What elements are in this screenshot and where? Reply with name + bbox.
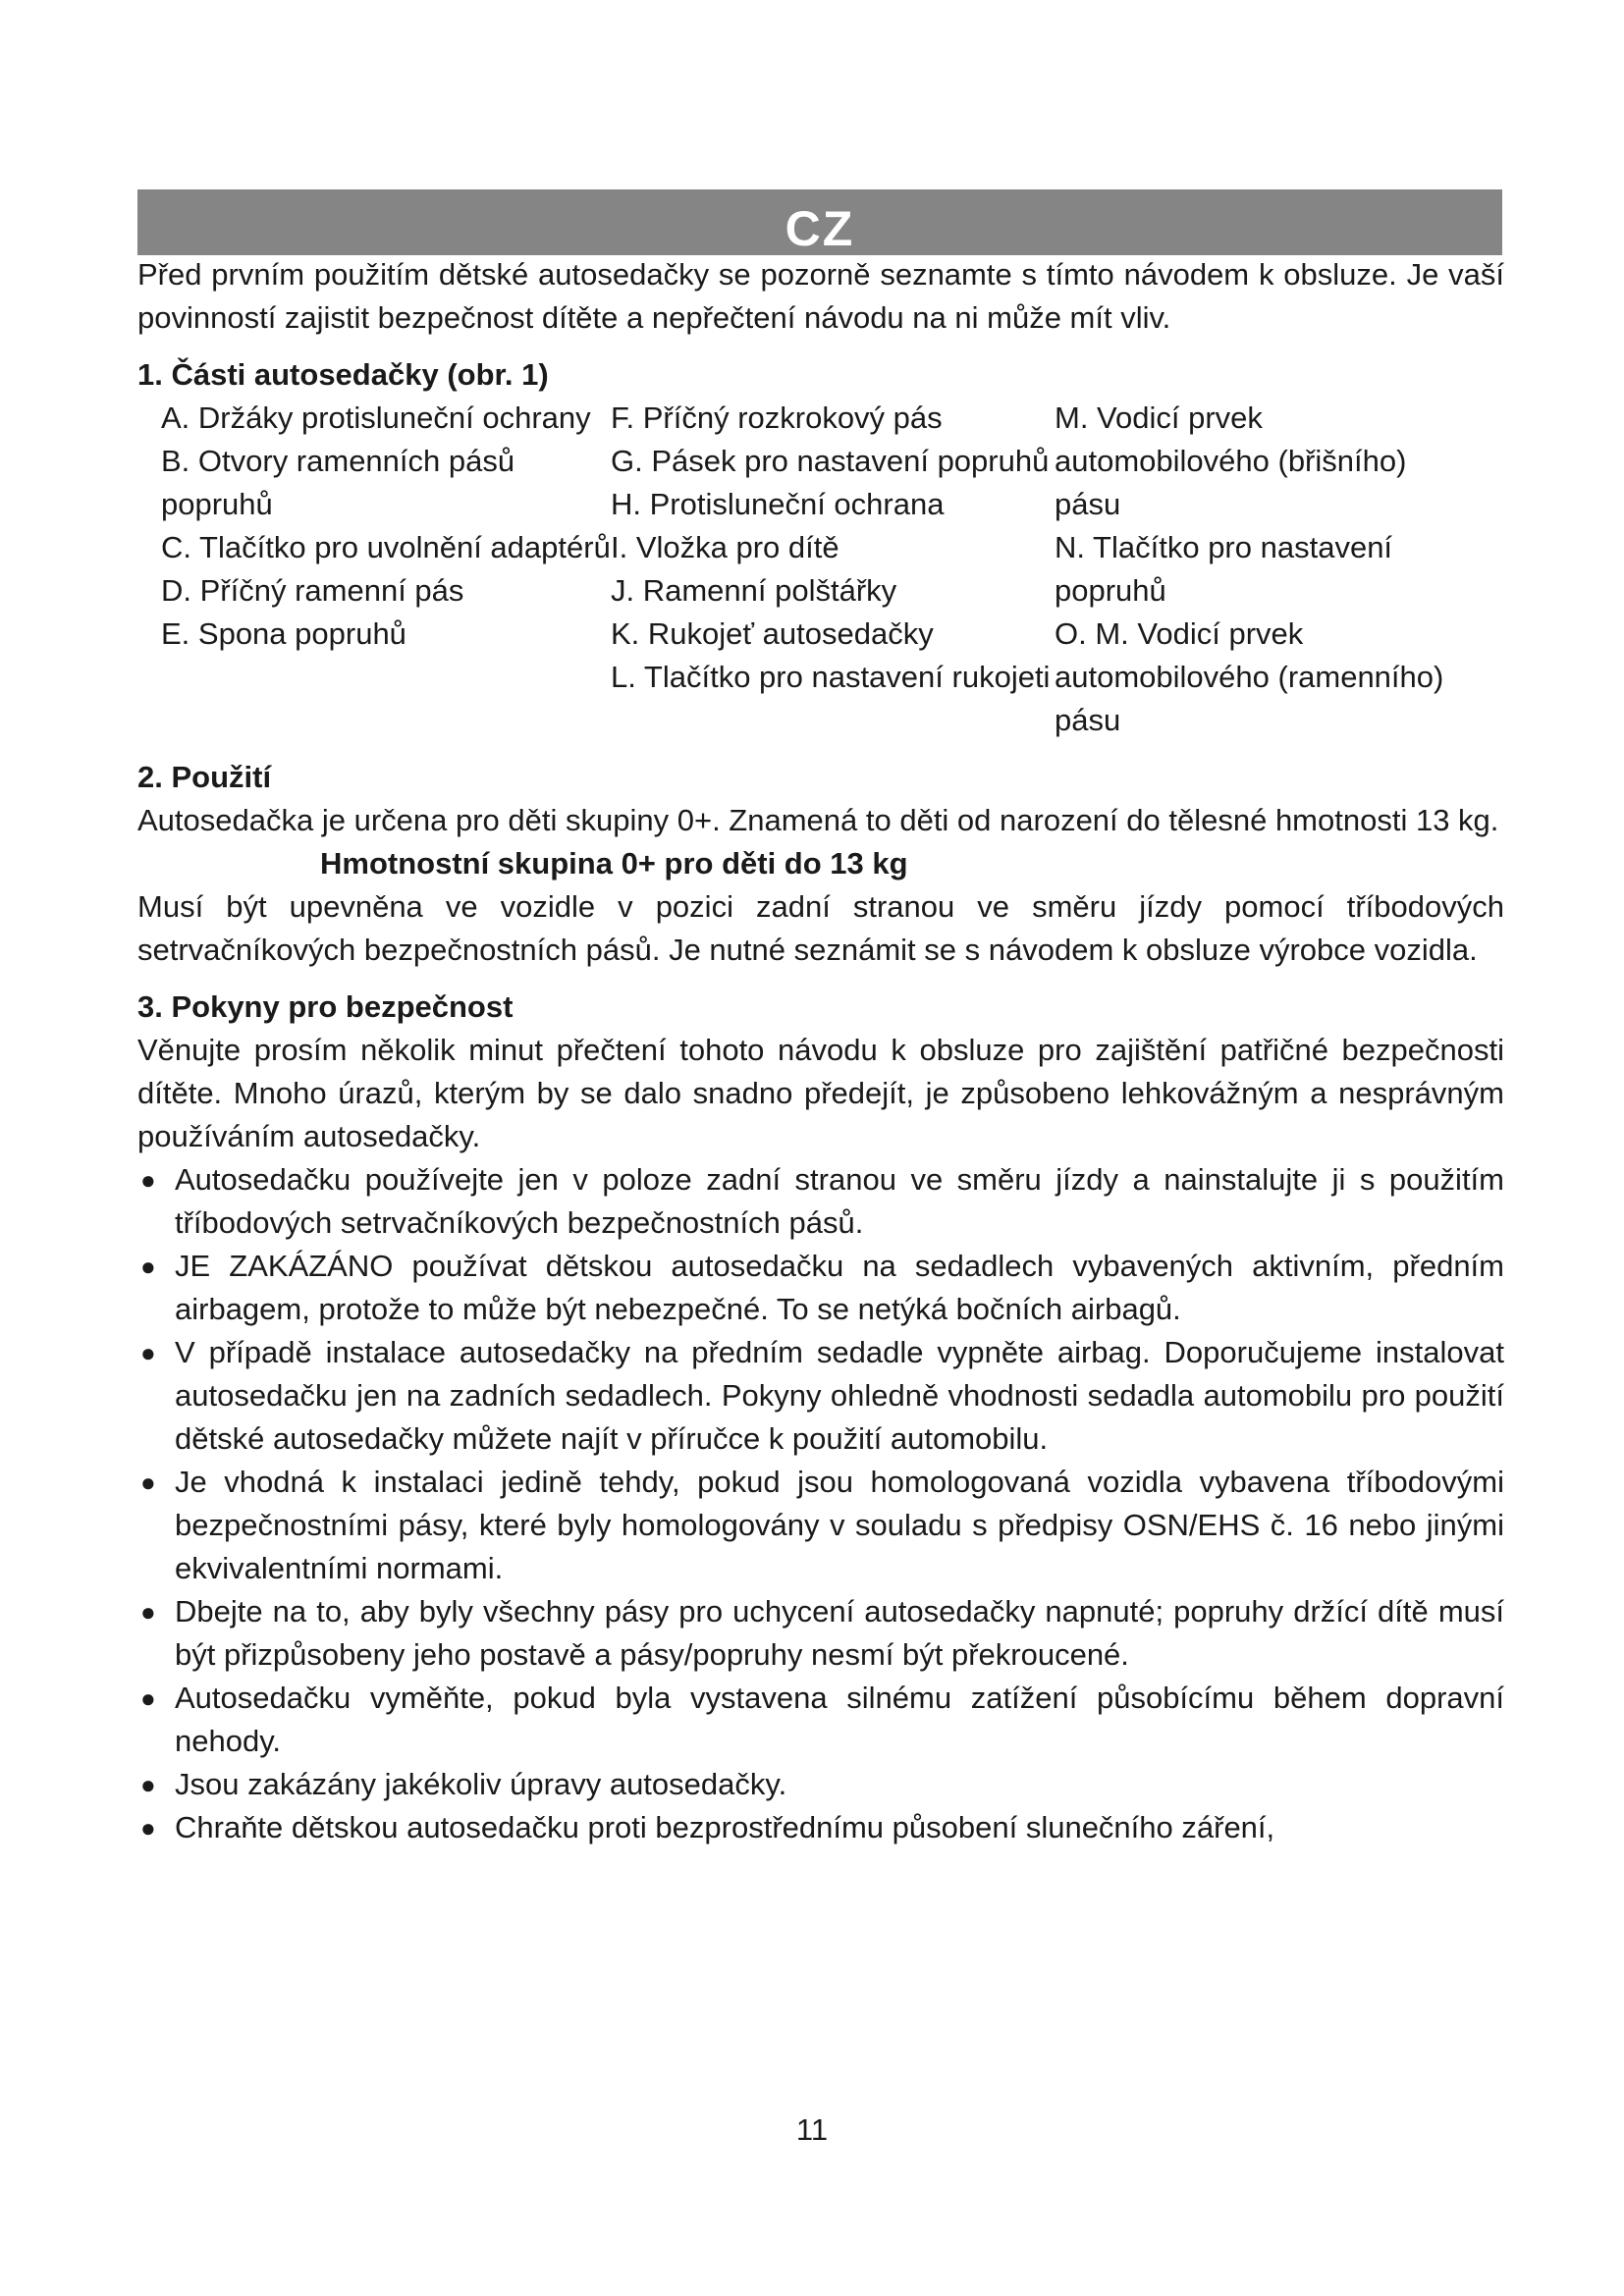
part-item: G. Pásek pro nastavení popruhů [611, 444, 1050, 478]
bullet-text: V případě instalace autosedačky na předním sedadle vypněte airbag. Doporučujeme instalovat autosedačku jen na zadních sedadlech. Pokyny ohledně vhodnosti sedadla automobilu pro použití dětské autosedačky můžete najít v příručce k použití automobilu. [175, 1335, 1504, 1456]
part-item: O. M. Vodicí prvek automobilového (ramenního) pásu [1055, 616, 1444, 737]
parts-list [161, 397, 1504, 742]
safety-bullet-item [137, 1806, 1504, 1849]
bullet-dot-icon: ● [140, 1468, 156, 1497]
page-number: 11 [795, 2112, 829, 2147]
part-item: L. Tlačítko pro nastavení rukojeti [611, 660, 1051, 694]
safety-bullet-item [137, 1677, 1504, 1763]
safety-bullet-item [137, 1245, 1504, 1331]
bullet-text: Jsou zakázány jakékoliv úpravy autosedačky. [175, 1767, 787, 1801]
part-item: M. Vodicí prvek automobilového (břišního) pásu [1055, 400, 1407, 521]
bullet-text: Chraňte dětskou autosedačku proti bezprostřednímu působení slunečního záření, [175, 1810, 1275, 1844]
section-1-title: 1. Části autosedačky (obr. 1) [137, 357, 549, 392]
bullet-dot-icon: ● [140, 1165, 156, 1195]
bullet-dot-icon: ● [140, 1770, 156, 1799]
bullet-text: Dbejte na to, aby byly všechny pásy pro uchycení autosedačky napnuté; popruhy držící dítě musí být přizpůsobeny jeho postavě a pásy/popruhy nesmí být překroucené. [175, 1594, 1504, 1672]
safety-bullet-item [137, 1590, 1504, 1677]
page-content [137, 253, 1504, 1849]
mounting-paragraph: Musí být upevněna ve vozidle v pozici zadní stranou ve směru jízdy pomocí tříbodových setrvačníkových bezpečnostních pásů. Je nutné seznámit se s návodem k obsluze výrobce vozidla. [137, 889, 1504, 967]
part-item: E. Spona popruhů [161, 616, 406, 651]
part-item: J. Ramenní polštářky [611, 573, 897, 608]
section-3-title: 3. Pokyny pro bezpečnost [137, 989, 514, 1024]
bullet-dot-icon: ● [140, 1252, 156, 1281]
bullet-text: Autosedačku vyměňte, pokud byla vystavena silnému zatížení působícímu během dopravní nehody. [175, 1681, 1504, 1758]
part-item: D. Příčný ramenní pás [161, 573, 464, 608]
bullet-text: Je vhodná k instalaci jedině tehdy, pokud jsou homologovaná vozidla vybavena tříbodovými bezpečnostními pásy, které byly homologovány v souladu s předpisy OSN/EHS č. 16 nebo jinými ekvivalentními normami. [175, 1465, 1504, 1585]
bullet-dot-icon: ● [140, 1813, 156, 1842]
usage-paragraph: Autosedačka je určena pro děti skupiny 0+. Znamená to děti od narození do tělesné hmotnosti 13 kg. [137, 803, 1499, 837]
section-2-title: 2. Použití [137, 760, 272, 794]
intro-paragraph: Před prvním použitím dětské autosedačky se pozorně seznamte s tímto návodem k obsluze. Je vaší povinností zajistit bezpečnost dítěte a nepřečtení návodu na ni může mít vliv. [137, 257, 1504, 335]
part-item: B. Otvory ramenních pásů popruhů [161, 444, 515, 521]
bullet-text: Autosedačku používejte jen v poloze zadní stranou ve směru jízdy a nainstalujte ji s použitím tříbodových setrvačníkových bezpečnostních pásů. [175, 1162, 1504, 1240]
safety-bullet-item [137, 1158, 1504, 1245]
part-item: F. Příčný rozkrokový pás [611, 400, 943, 435]
parts-column-2 [611, 397, 1055, 742]
bullet-dot-icon: ● [140, 1683, 156, 1713]
part-item: N. Tlačítko pro nastavení popruhů [1055, 530, 1393, 608]
language-label: CZ [785, 201, 855, 256]
part-item: I. Vložka pro dítě [611, 530, 839, 564]
parts-column-1 [161, 397, 611, 742]
part-item: H. Protisluneční ochrana [611, 487, 945, 521]
safety-bullet-item [137, 1461, 1504, 1590]
weight-group-heading: Hmotnostní skupina 0+ pro děti do 13 kg [320, 846, 908, 881]
part-item: A. Držáky protisluneční ochrany [161, 400, 591, 435]
bullet-dot-icon: ● [140, 1597, 156, 1627]
safety-intro-paragraph: Věnujte prosím několik minut přečtení tohoto návodu k obsluze pro zajištění patřičné bezpečnosti dítěte. Mnoho úrazů, kterým by se dalo snadno předejít, je způsobeno lehkovážným a nesprávným používáním autosedačky. [137, 1033, 1504, 1153]
part-item: C. Tlačítko pro uvolnění adaptérů [161, 530, 611, 564]
bullet-text: JE ZAKÁZÁNO používat dětskou autosedačku na sedadlech vybavených aktivním, předním airbagem, protože to může být nebezpečné. To se netýká bočních airbagů. [175, 1249, 1504, 1326]
part-item: K. Rukojeť autosedačky [611, 616, 934, 651]
safety-bullet-item [137, 1331, 1504, 1461]
safety-bullet-list [137, 1158, 1504, 1849]
parts-column-3 [1055, 397, 1477, 742]
bullet-dot-icon: ● [140, 1338, 156, 1367]
safety-bullet-item [137, 1763, 1504, 1806]
language-header-bar [137, 189, 1502, 255]
